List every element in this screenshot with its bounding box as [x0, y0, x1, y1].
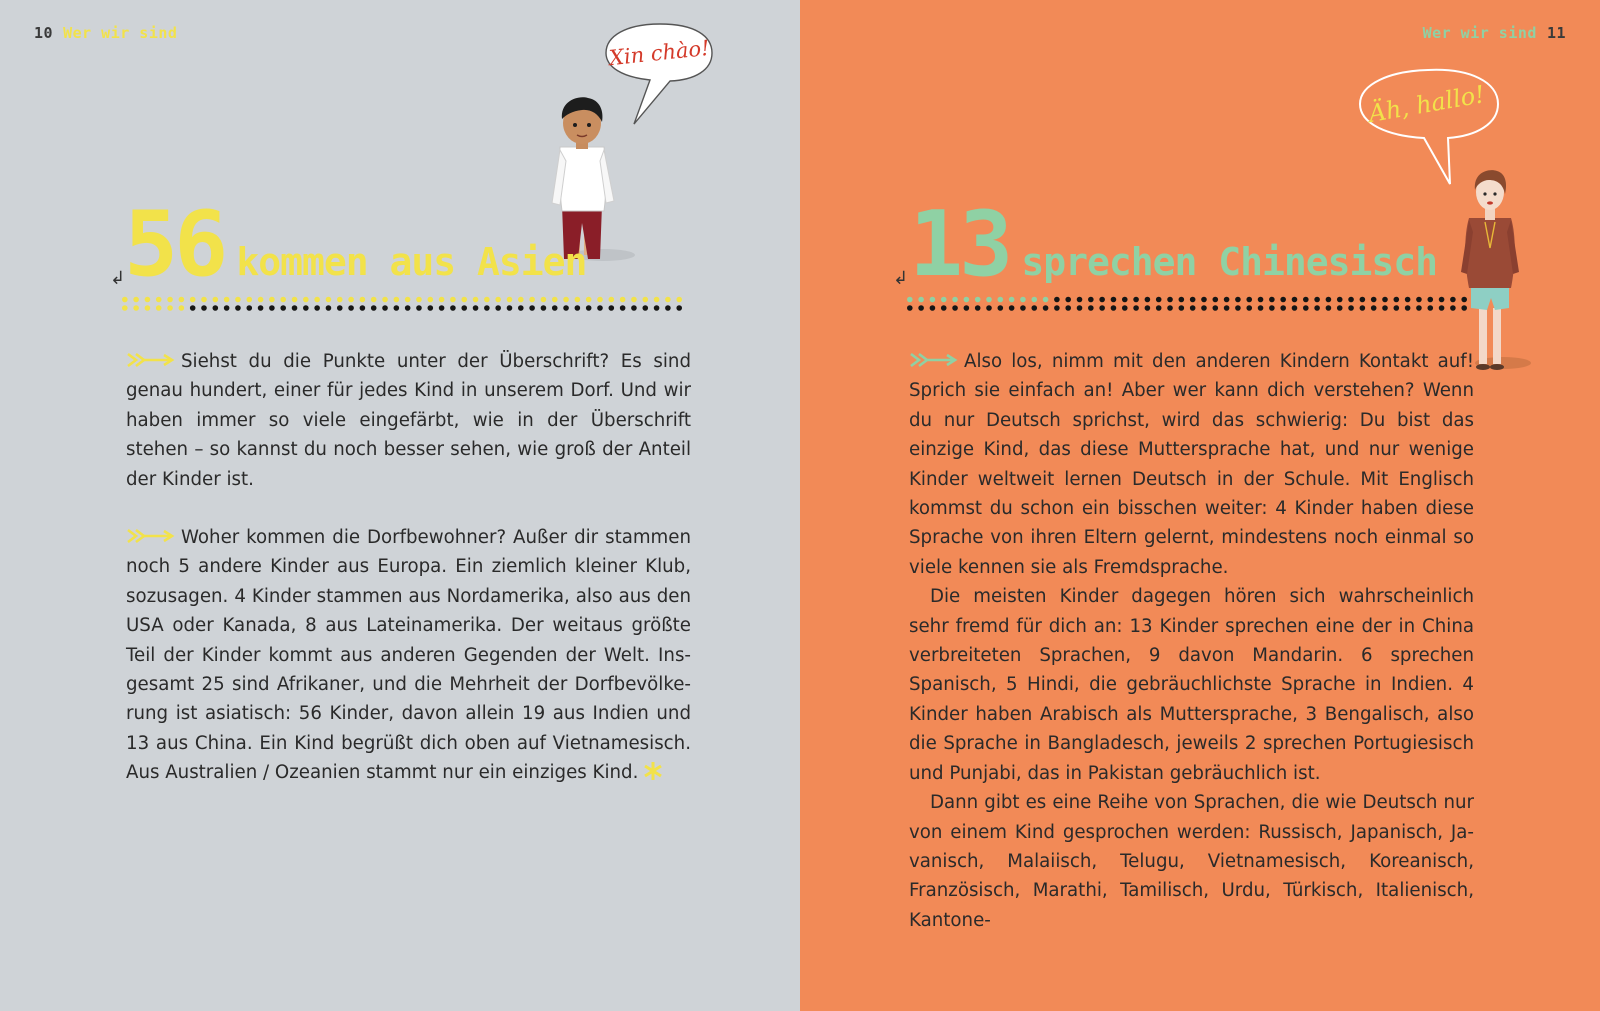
highlighted-dot — [314, 297, 320, 303]
dot — [337, 305, 343, 311]
dot — [541, 305, 547, 311]
highlighted-dot — [930, 297, 936, 303]
highlighted-dot — [563, 297, 569, 303]
double-arrow-icon — [126, 352, 176, 368]
highlighted-dot — [122, 305, 128, 311]
dot — [1167, 305, 1173, 311]
highlighted-dot — [450, 297, 456, 303]
dot — [1088, 305, 1094, 311]
dot — [1111, 305, 1117, 311]
dot — [1246, 297, 1252, 303]
highlighted-dot — [1043, 297, 1049, 303]
right-paragraph-1-text: Also los, nimm mit den anderen Kindern Kontakt auf! Sprich sie einfach an! Aber wer kann dich verstehen? Wenn du nur Deutsch sprichst, wird das schwierig: Du bist das einzige Kind, das diese Muttersprache hat, und nur wenige Kinder weltweit lernen Deutsch in der Schule. Mit Englisch kommst du schon ein bisschen weiter: 4 Kinder haben diese Sprache von ihren Eltern gelernt, mindestens noch einmal so viele kennen sie als Fremdsprache. — [909, 351, 1474, 578]
dot — [1427, 297, 1433, 303]
highlighted-dot — [918, 297, 924, 303]
dot — [1179, 297, 1185, 303]
dot — [1416, 297, 1422, 303]
highlighted-dot — [907, 297, 913, 303]
highlighted-dot — [394, 297, 400, 303]
right-heading-text: sprechen Chinesisch — [1021, 240, 1438, 284]
dot — [575, 305, 581, 311]
dot — [1031, 305, 1037, 311]
dot — [930, 305, 936, 311]
dot — [964, 305, 970, 311]
highlighted-dot — [529, 297, 535, 303]
dot — [654, 305, 660, 311]
highlighted-dot — [303, 297, 309, 303]
highlighted-dot — [145, 305, 151, 311]
dot — [1133, 297, 1139, 303]
dot — [1450, 297, 1456, 303]
highlighted-dot — [484, 297, 490, 303]
dot — [280, 305, 286, 311]
dot — [416, 305, 422, 311]
asterisk-icon — [642, 760, 664, 782]
dot — [1235, 297, 1241, 303]
dot — [1145, 297, 1151, 303]
highlighted-dot — [541, 297, 547, 303]
dot — [1077, 305, 1083, 311]
dot — [1416, 305, 1422, 311]
dot — [1405, 297, 1411, 303]
dot — [1201, 297, 1207, 303]
highlighted-dot — [224, 297, 230, 303]
dot — [1212, 297, 1218, 303]
dot — [1337, 305, 1343, 311]
highlighted-dot — [167, 305, 173, 311]
dot — [292, 305, 298, 311]
dot — [473, 305, 479, 311]
dot — [1145, 305, 1151, 311]
dot — [427, 305, 433, 311]
highlighted-dot — [179, 297, 185, 303]
dot — [918, 305, 924, 311]
dot — [642, 305, 648, 311]
left-heading — [124, 192, 587, 297]
dot — [1054, 297, 1060, 303]
curl-arrow-icon: ↲ — [110, 268, 126, 289]
highlighted-dot — [416, 297, 422, 303]
right-paragraph-1 — [909, 347, 1474, 582]
dot — [1009, 305, 1015, 311]
highlighted-dot — [382, 297, 388, 303]
dot — [1405, 305, 1411, 311]
highlighted-dot — [609, 297, 615, 303]
highlighted-dot — [597, 297, 603, 303]
highlighted-dot — [360, 297, 366, 303]
dot — [1326, 305, 1332, 311]
dot — [1427, 305, 1433, 311]
dot — [326, 305, 332, 311]
dot — [224, 305, 230, 311]
dot — [1280, 297, 1286, 303]
dot — [941, 305, 947, 311]
dot — [314, 305, 320, 311]
highlighted-dot — [964, 297, 970, 303]
dot — [1099, 305, 1105, 311]
dot — [1394, 297, 1400, 303]
dot — [1088, 297, 1094, 303]
dot — [1303, 297, 1309, 303]
dot — [1348, 305, 1354, 311]
highlighted-dot — [952, 297, 958, 303]
left-paragraph-1-text: Siehst du die Punkte unter der Überschrift? Es sind genau hundert, einer für jedes Kind in unserem Dorf. Und wir haben immer so viele eingefärbt, wie in der Überschrift stehen – so kannst du noch besser sehen, wie groß der Anteil der Kinder ist. — [126, 351, 691, 490]
highlighted-dot — [405, 297, 411, 303]
dot — [1167, 297, 1173, 303]
dot — [676, 305, 682, 311]
dot — [1246, 305, 1252, 311]
dot — [461, 305, 467, 311]
dot — [507, 305, 513, 311]
highlighted-dot — [1009, 297, 1015, 303]
dot — [1280, 305, 1286, 311]
dot — [1099, 297, 1105, 303]
dot — [439, 305, 445, 311]
highlighted-dot — [326, 297, 332, 303]
dot — [1382, 305, 1388, 311]
dot — [1269, 297, 1275, 303]
highlighted-dot — [998, 297, 1004, 303]
left-heading-number: 56 — [124, 192, 225, 297]
dot — [1303, 305, 1309, 311]
dot — [1348, 297, 1354, 303]
highlighted-dot — [258, 297, 264, 303]
dot — [1212, 305, 1218, 311]
dot — [907, 305, 913, 311]
right-heading — [909, 192, 1438, 297]
right-body — [909, 347, 1474, 935]
dot — [1371, 305, 1377, 311]
dot — [1360, 305, 1366, 311]
dot — [1461, 305, 1467, 311]
dot — [1450, 305, 1456, 311]
dot — [1292, 305, 1298, 311]
dot — [975, 305, 981, 311]
dot — [1314, 297, 1320, 303]
dot — [303, 305, 309, 311]
dot — [1224, 297, 1230, 303]
dot — [213, 305, 219, 311]
highlighted-dot — [495, 297, 501, 303]
dot — [986, 305, 992, 311]
left-folio — [34, 24, 177, 42]
highlighted-dot — [156, 297, 162, 303]
highlighted-dot — [1031, 297, 1037, 303]
dot — [371, 305, 377, 311]
dot — [563, 305, 569, 311]
dot — [394, 305, 400, 311]
right-speech-text: Äh, hallo! — [1366, 80, 1487, 129]
dot — [201, 305, 207, 311]
dot — [495, 305, 501, 311]
highlighted-dot — [337, 297, 343, 303]
dot — [1020, 305, 1026, 311]
dot — [631, 305, 637, 311]
dot — [1235, 305, 1241, 311]
dot — [620, 305, 626, 311]
highlighted-dot — [665, 297, 671, 303]
dot — [1258, 305, 1264, 311]
highlighted-dot — [631, 297, 637, 303]
dot — [1360, 297, 1366, 303]
dot — [348, 305, 354, 311]
dot — [1258, 297, 1264, 303]
dot — [405, 305, 411, 311]
dot — [190, 305, 196, 311]
dot — [382, 305, 388, 311]
dot — [1133, 305, 1139, 311]
highlighted-dot — [552, 297, 558, 303]
highlighted-dot — [371, 297, 377, 303]
highlighted-dot — [122, 297, 128, 303]
dot — [1382, 297, 1388, 303]
dot — [1326, 297, 1332, 303]
dot — [1111, 297, 1117, 303]
dot — [1065, 305, 1071, 311]
left-paragraph-2 — [126, 523, 691, 788]
highlighted-dot — [213, 297, 219, 303]
highlighted-dot — [280, 297, 286, 303]
dot — [998, 305, 1004, 311]
dot — [1077, 297, 1083, 303]
dot — [1190, 297, 1196, 303]
dot — [1201, 305, 1207, 311]
dot — [1337, 297, 1343, 303]
highlighted-dot — [473, 297, 479, 303]
highlighted-dot — [507, 297, 513, 303]
highlighted-dot — [518, 297, 524, 303]
dot — [609, 305, 615, 311]
dot — [1461, 297, 1467, 303]
left-body — [126, 347, 691, 788]
dot — [450, 305, 456, 311]
dot — [1224, 305, 1230, 311]
highlighted-dot — [575, 297, 581, 303]
highlighted-dot — [461, 297, 467, 303]
dot — [586, 305, 592, 311]
dot — [1156, 305, 1162, 311]
highlighted-dot — [179, 305, 185, 311]
dot — [269, 305, 275, 311]
dot — [484, 305, 490, 311]
left-speech-text: Xin chào! — [607, 35, 711, 71]
highlighted-dot — [235, 297, 241, 303]
right-paragraph-3: Dann gibt es eine Reihe von Sprachen, die wie Deutsch nur von einem Kind gesprochen werden: Russisch, Japanisch, Javanisch, Malaiisch, Telugu, Vietnamesisch, Koreanisch, Französisch, Marathi, Tamilisch, Urdu, Türkisch, Italienisch, Kantone- — [909, 792, 1474, 931]
dot — [1314, 305, 1320, 311]
highlighted-dot — [156, 305, 162, 311]
dot — [1269, 305, 1275, 311]
dot — [1122, 297, 1128, 303]
highlighted-dot — [427, 297, 433, 303]
highlighted-dot — [620, 297, 626, 303]
left-heading-text: kommen aus Asien — [236, 240, 587, 284]
dot — [360, 305, 366, 311]
dot — [597, 305, 603, 311]
double-arrow-icon — [909, 352, 959, 368]
highlighted-dot — [190, 297, 196, 303]
dot — [1179, 305, 1185, 311]
dot — [1156, 297, 1162, 303]
highlighted-dot — [586, 297, 592, 303]
highlighted-dot — [133, 297, 139, 303]
highlighted-dot — [642, 297, 648, 303]
dot — [246, 305, 252, 311]
double-arrow-icon — [126, 528, 176, 544]
dot — [1054, 305, 1060, 311]
dot — [518, 305, 524, 311]
highlighted-dot — [676, 297, 682, 303]
highlighted-dot — [246, 297, 252, 303]
dot — [665, 305, 671, 311]
right-page — [800, 0, 1600, 1011]
right-section-title: Wer wir sind — [1422, 24, 1537, 42]
right-page-number: 11 — [1546, 24, 1566, 42]
highlighted-dot — [654, 297, 660, 303]
dot — [529, 305, 535, 311]
left-paragraph-1 — [126, 347, 691, 494]
highlighted-dot — [439, 297, 445, 303]
curl-arrow-icon: ↲ — [893, 268, 909, 289]
right-dot-graphic — [907, 296, 1472, 312]
dot — [552, 305, 558, 311]
left-paragraph-2-text: Woher kommen die Dorfbewohner? Außer dir stammen noch 5 andere Kinder aus Europa. Ein ziemlich kleiner Klub, sozusagen. 4 Kinder stammen aus Nordamerika, also aus den USA oder Kanada, 8 aus Lateinamerika. Der weitaus größte Teil der Kinder kommt aus anderen Gegenden der Welt. Insgesamt 25 sind Afrikaner, und die Mehrheit der Dorfbevölkerung ist asiatisch: 56 Kinder, davon allein 19 aus Indien und 13 aus China. Ein Kind begrüßt dich oben auf Vietnamesisch. Aus Australien / Ozeanien stammt nur ein einziges Kind. — [126, 527, 691, 784]
dot — [1371, 297, 1377, 303]
highlighted-dot — [975, 297, 981, 303]
dot — [952, 305, 958, 311]
right-folio — [1423, 24, 1566, 42]
dot — [1439, 297, 1445, 303]
dot — [1190, 305, 1196, 311]
dot — [1394, 305, 1400, 311]
highlighted-dot — [145, 297, 151, 303]
highlighted-dot — [133, 305, 139, 311]
highlighted-dot — [986, 297, 992, 303]
dot — [1122, 305, 1128, 311]
right-paragraph-2: Die meisten Kinder dagegen hören sich wahrscheinlich sehr fremd für dich an: 13 Kinder sprechen eine der in China verbreiteten Sprachen, 9 davon Mandarin. 6 sprechen Spanisch, 5 Hindi, die gebräuchlichste Sprache in Indien. 4 Kinder haben Arabisch als Muttersprache, 3 Bengalisch, also die Sprache in Bangladesch, jeweils 2 sprechen Portugiesisch und Punjabi, das in Pakistan gebräuchlich ist. — [909, 586, 1474, 784]
highlighted-dot — [269, 297, 275, 303]
dot — [1439, 305, 1445, 311]
left-page-number: 10 — [34, 24, 54, 42]
dot — [1292, 297, 1298, 303]
highlighted-dot — [1020, 297, 1026, 303]
right-heading-number: 13 — [909, 192, 1010, 297]
highlighted-dot — [201, 297, 207, 303]
highlighted-dot — [292, 297, 298, 303]
left-section-title: Wer wir sind — [63, 24, 178, 42]
dot — [1065, 297, 1071, 303]
dot — [1043, 305, 1049, 311]
dot — [235, 305, 241, 311]
highlighted-dot — [941, 297, 947, 303]
highlighted-dot — [167, 297, 173, 303]
dot — [258, 305, 264, 311]
left-dot-graphic — [122, 296, 687, 312]
highlighted-dot — [348, 297, 354, 303]
